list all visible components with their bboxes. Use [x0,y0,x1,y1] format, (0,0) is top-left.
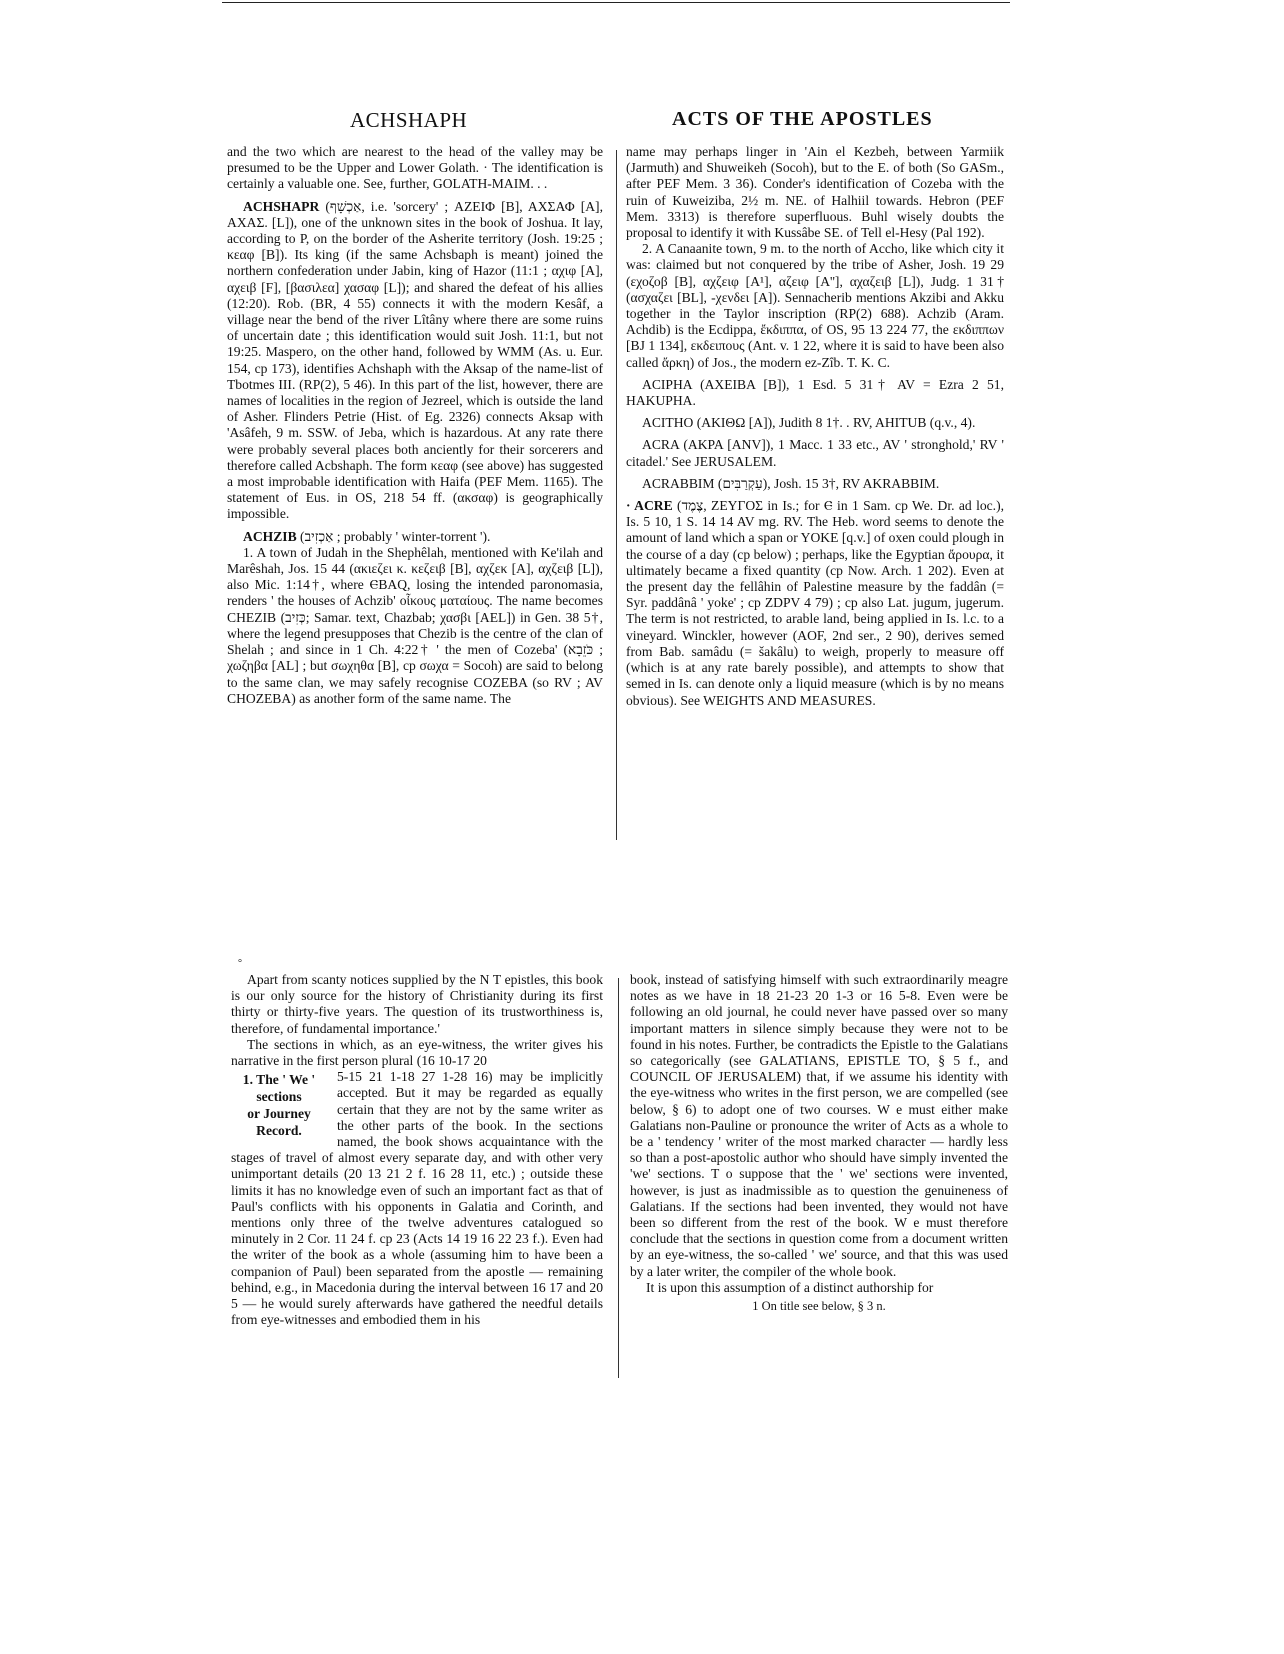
paragraph: Apart from scanty notices supplied by the N T epistles, this book is our only source for the history of Christianity during its first thirty or thirty-five years. The question of its trustworthiness is, therefore, of fundamental importance.' [231,972,603,1036]
paragraph: and the two which are nearest to the head of the valley may be presumed to be the Upper and Lower Golath. · The identification is certainly a valuable one. See, further, GOLATH-MAIM. . . [227,144,603,192]
entry-acrabbim: ACRABBIM (עַקְרַבִּים), Josh. 15 3†, RV AKRABBIM. [642,475,940,491]
headword: ACHSHAPR [243,198,320,214]
paragraph: It is upon this assumption of a distinct authorship for [646,1279,934,1295]
side-heading-line: 1. The ' We ' [242,1072,316,1088]
side-heading-line: sections [256,1089,302,1105]
headword: · ACRE [626,498,673,514]
column-divider-bottom [618,978,619,1378]
paragraph: 5-15 21 1-18 27 1-28 16) may be implicitly accepted. But it may be regarded as equally certain that they are not by the same writer as the other parts of the book. In the sections named, the book shows acquaintance with the stages of travel of almost every separate day, and with other very unimportant details (20 13 21 2 f. 16 28 11, etc.) ; outside these limits it has no knowledge even of such an important fact as that of Paul's conflicts with his opponents in Galatia and Corinth, and mentions only three of the twelve adventures catalogued so minutely in 2 Cor. 11 24 f. cp 23 (Acts 14 19 16 22 23 f.). Even had the writer of the book as a whole (assuming him to have been a companion of Paul) been separated from the apostle — remaining behind, e.g., in Macedonia during the interval between 16 17 and 20 5 — he would surely afterwards have gathered the needful details from eye-witnesses and embodied them in his [231,1069,603,1328]
column-acts-left [231,972,603,1328]
entry-acre [626,498,1004,709]
column-achshaph-left [227,144,603,707]
entry-acipha: ACIPHA (ΑΧΕΙΒΑ [B]), 1 Esd. 5 31† AV = Ezra 2 51, HAKUPHA. [626,376,1004,409]
paragraph: name may perhaps linger in 'Ain el Kezbeh, between Yarmiik (Jarmuth) and Shuweikeh (Socoh), but to the E. of both (So GASm., after PEF Mem. 3 36). Conder's identification of Cozeba with the ruin of Kuweiziba, 2½ m. NE. of Halhiil towards. Hebron (PEF Mem. 3313) is therefore superfluous. Buhl wisely doubts the proposal to identify it with Kussâbe SE. of Tell el-Hesy (Pal 192). [626,144,1004,241]
running-head-right: ACTS OF THE APOSTLES [672,108,933,130]
paragraph: book, instead of satisfying himself with such extraordinarily meagre notes as we have in 18 21-23 20 1-3 or 16 5-8. Even were be following an old journal, he could never have passed over so many important matters in silence simply because they were not to be found in his notes. Further, be contradicts the Epistle to the Galatians so categorically (see GALATIANS, EPISTLE TO, § 5 f., and COUNCIL OF JERUSALEM) that, if we assume his identity with the eye-witness who writes in the first person, we are compelled (see below, § 6) to adopt one of two courses. W e must either make Galatians non-Pauline or pronounce the writer of Acts as a whole to be a ' tendency ' writer of the most marked character — hardly less so than a post-apostolic author who should have simply invented the 'we' sections. T o suppose that the ' we' sections were invented, however, is just as inadmissible as to question the genuineness of Galatians. If the sections had been invented, they would not have been so different from the rest of the book. W e must therefore conclude that the sections in question come from a document written by an eye-witness, the so-called ' we' source, and that this was used by a later writer, the compiler of the whole book. [630,972,1008,1279]
paragraph: 1. A town of Judah in the Shephêlah, mentioned with Ke'ilah and Marêshah, Jos. 15 44 (ακιεζει κ. κεζειβ [B], αχζεκ [A], αχζειβ [L]), also Mic. 1:14†, where ⲈBAQ, losing the intended paronomasia, renders ' the houses of Achzib' οἶκους ματαίους. The name becomes CHEZIB (כְּזִיב; Samar. text, Chazbab; χασβι [AEL]) in Gen. 38 5†, where the legend presupposes that Chezib is the centre of the clan of Shelah ; and since in 1 Ch. 4:22† ' the men of Cozeba' (כֹּזֵבָא ; χωζηβα [AL] ; but σωχηθα [B], cp σωχα = Socoh) are said to belong to the same clan, we may safely recognise COZEBA (so RV ; AV CHOZEBA) as another form of the same name. The [227,544,604,706]
side-heading-line: or Journey [247,1106,311,1122]
running-head-left: ACHSHAPH [350,108,468,132]
headword: ACHZIB [243,528,297,544]
column-achshaph-right [626,144,1004,709]
entry-body: (אַכְזִיב ; probably ' winter-torrent '). [296,528,491,544]
top-rule [222,2,1010,3]
entry-achshaph [227,199,603,523]
section-side-heading [231,1071,327,1139]
entry-acra: ACRA (ΑΚΡΑ [ANV]), 1 Macc. 1 33 etc., AV ' stronghold,' RV ' citadel.' See JERUSALEM. [626,437,1004,469]
footnote: 1 On title see below, § 3 n. [752,1299,886,1314]
entry-body: (צֶמֶד, ΖΕΥΓΟΣ in Is.; for Ⲉ in 1 Sam. cp We. Dr. ad loc.), Is. 5 10, 1 S. 14 14 AV mg. RV. The Heb. word seems to denote the amount of land which a span or YOKE [q.v.] of oxen could plough in the course of a day (cp below) ; perhaps, like the Egyptian ἄρουρα, it ultimately became a fixed quantity (cp Now. Arch. 1 202). Even at the present day the fellâhin of Palestine measure by the faddân (= Syr. paddânâ ' yoke' ; cp ZDPV 4 79) ; cp also Lat. jugum, jugerum. The term is not restricted, to arable land, being applied in Is. l.c. to a vineyard. Winckler, however (AOF, 2nd ser., 2 90), derives semed from Bab. samâdu (= šakâlu) to weigh, properly to measure off (which is at any rate barely possible), and attempts to show that semed in Is. can denote only a liquid measure (which is by no means obvious). See WEIGHTS AND MEASURES. [626,498,1005,708]
column-divider-top [616,150,617,840]
paragraph: The sections in which, as an eye-witness, the writer gives his narrative in the first person plural (16 10-17 20 [231,1036,603,1069]
side-heading-line: Record. [256,1123,302,1139]
paragraph: 2. A Canaanite town, 9 m. to the north of Accho, like which city it was: claimed but not conquered by the tribe of Asher, Josh. 19 29 (εχοζοβ [B], αχζειφ [A¹], αζειφ [A''], αχαζειβ [L]), Judg. 1 31† (ασχαζει [BL], -χενδει [A]). Sennacherib mentions Akzibi and Akku together in the Taylor inscription (RP(2) 688). Achzib (Aram. Achdib) is the Ecdippa, ἔκδιππα, of OS, 95 13 224 77, the εκδιππων [BJ 1 134], εκδειπους (Ant. v. 1 22, where it is said to have been also called ἄρκη) of Jos., the modern ez-Zîb. T. K. C. [626,241,1004,370]
entry-body: (אַכְשָׁף, i.e. 'sorcery' ; ΑΖΕΙΦ [B], ΑΧΣΑΦ [A], ΑΧΑΣ. [L]), one of the unknown sites in the book of Joshua. It lay, according to P, on the border of the Asherite territory (Josh. 19:25 ; κεαφ [B]). Its king (if the same Achsbaph is meant) joined the northern confederation under Jabin, king of Hazor (11:1 ; αχιφ [A], αχειβ [F], [βασιλεα] χασαφ [L]); and shared the defeat of his allies (12:20). Rob. (BR, 4 55) connects it with the modern Kesâf, a village near the bend of the river Lîtâny where there are some ruins of uncertain date ; this identification would suit Josh. 11:1, but not 19:25. Maspero, on the other hand, followed by WMM (As. u. Eur. 154, cp 173), identifies Achshaph with the Aksap of the name-list of Tbotmes III. (RP(2), 5 46). In this part of the list, however, there are names of localities in the region of Jezreel, which is outside the land of Asher. Flinders Petrie (Hist. of Eg. 2326) connects Aksap with 'Asâfeh, 9 m. SSW. of Jeba, which is hazardous. At any rate there were probably several places both anciently for their sorcerers and therefore called Acbshaph. The form κεαφ (see above) has suggested a most improbable identification with Haifa (PEF Mem. 1165). The statement of Eus. in OS, 218 54 ff. (ακσαφ) is geographically impossible. [227,198,603,522]
entry-achzib [227,529,603,545]
margin-mark: ° [238,958,242,969]
entry-acitho: ACITHO (ΑΚΙΘΩ [A]), Judith 8 1†. . RV, AHITUB (q.v., 4). [642,415,976,431]
column-acts-right [630,972,1008,1314]
